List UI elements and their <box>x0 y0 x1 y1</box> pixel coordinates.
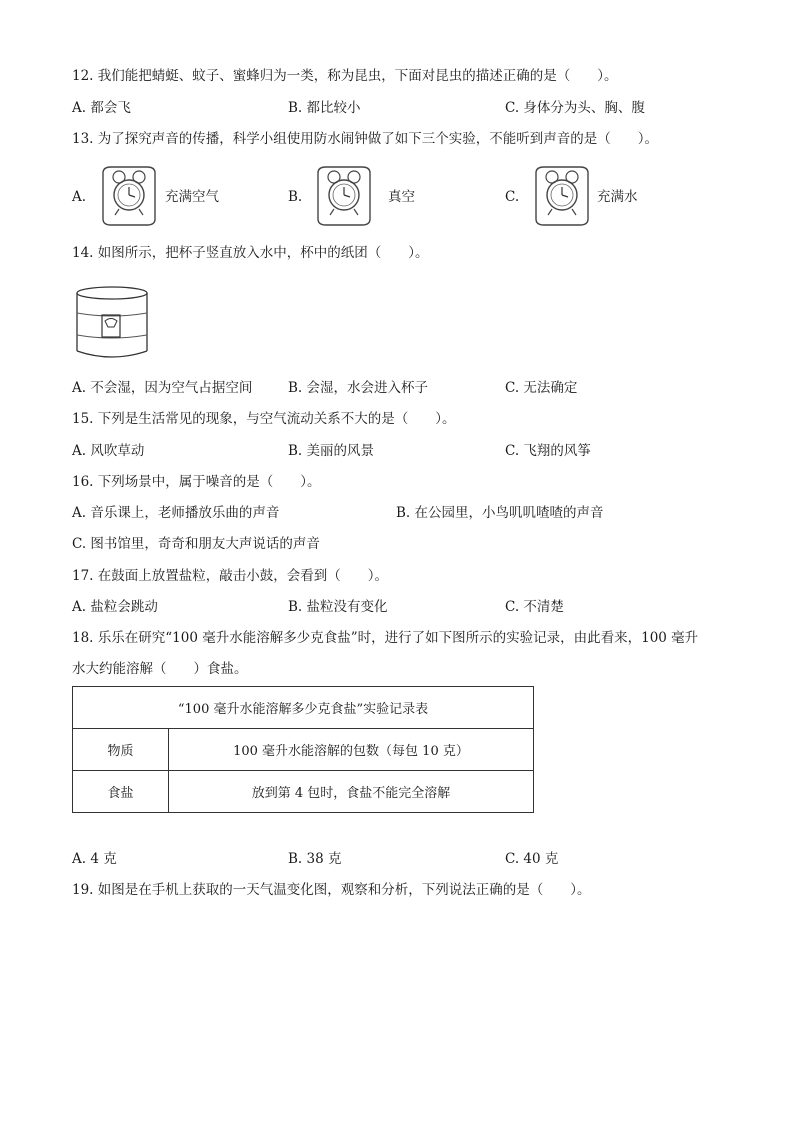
question-18-option-b: B. 38 克 <box>288 851 342 867</box>
question-17-stem: 17. 在鼓面上放置盐粒，敲击小鼓，会看到（ ）。 <box>72 568 389 584</box>
question-13-stem: 13. 为了探究声音的传播，科学小组使用防水闹钟做了如下三个实验，不能听到声音的是（ ）。 <box>72 131 659 147</box>
table-row <box>73 771 534 813</box>
question-15-option-c: C. 飞翔的风筝 <box>505 443 591 459</box>
question-12-stem: 12. 我们能把蜻蜓、蚊子、蜜蜂归为一类，称为昆虫，下面对昆虫的描述正确的是（ ）。 <box>72 68 618 84</box>
question-15-option-b: B. 美丽的风景 <box>288 443 375 459</box>
table-title: “100 毫升水能溶解多少克食盐”实验记录表 <box>73 687 534 729</box>
question-16-option-c: C. 图书馆里，奇奇和朋友大声说话的声音 <box>72 536 320 552</box>
table-cell-substance: 食盐 <box>73 771 169 813</box>
question-12-option-c: C. 身体分为头、胸、腹 <box>505 100 645 116</box>
table-header-row <box>73 729 534 771</box>
question-13-option-c-label: 充满水 <box>597 189 638 205</box>
question-14-option-c: C. 无法确定 <box>505 380 578 396</box>
question-17-option-a: A. 盐粒会跳动 <box>72 599 158 615</box>
question-18-option-a: A. 4 克 <box>72 851 117 867</box>
alarm-clock-jar-air-icon <box>97 163 161 227</box>
question-17-option-c: C. 不清楚 <box>505 599 564 615</box>
alarm-clock-jar-vacuum-icon <box>312 163 376 227</box>
question-14-option-a: A. 不会湿，因为空气占据空间 <box>72 380 253 396</box>
experiment-record-table <box>72 686 534 813</box>
question-12-option-b: B. 都比较小 <box>288 100 361 116</box>
table-header-packets: 100 毫升水能溶解的包数（每包 10 克） <box>169 729 534 771</box>
question-14-option-b: B. 会湿，水会进入杯子 <box>288 380 429 396</box>
question-13-option-a-label: 充满空气 <box>165 189 219 205</box>
question-13-option-a-letter: A. <box>72 189 87 205</box>
question-13-option-c-letter: C. <box>505 189 520 205</box>
question-16-option-a: A. 音乐课上，老师播放乐曲的声音 <box>72 505 280 521</box>
question-17-option-b: B. 盐粒没有变化 <box>288 599 388 615</box>
question-13-option-b-letter: B. <box>288 189 303 205</box>
question-14-stem: 14. 如图所示，把杯子竖直放入水中，杯中的纸团（ ）。 <box>72 245 429 261</box>
table-header-substance: 物质 <box>73 729 169 771</box>
question-18-stem-line-2: 水大约能溶解（ ）食盐。 <box>72 661 248 677</box>
alarm-clock-jar-water-icon <box>530 163 594 227</box>
question-15-stem: 15. 下列是生活常见的现象，与空气流动关系不大的是（ ）。 <box>72 411 456 427</box>
cup-in-water-figure <box>74 283 152 361</box>
question-15-option-a: A. 风吹草动 <box>72 443 145 459</box>
question-19-stem: 19. 如图是在手机上获取的一天气温变化图，观察和分析，下列说法正确的是（ ）。 <box>72 882 591 898</box>
question-18-option-c: C. 40 克 <box>505 851 559 867</box>
question-16-stem: 16. 下列场景中，属于噪音的是（ ）。 <box>72 474 321 490</box>
question-12-option-a: A. 都会飞 <box>72 100 131 116</box>
question-18-stem-line-1: 18. 乐乐在研究“100 毫升水能溶解多少克食盐”时，进行了如下图所示的实验记录，由此看来，100 毫升 <box>72 630 699 646</box>
question-13-option-b-label: 真空 <box>388 189 415 205</box>
question-16-option-b: B. 在公园里，小鸟叽叽喳喳的声音 <box>396 505 604 521</box>
table-cell-result: 放到第 4 包时，食盐不能完全溶解 <box>169 771 534 813</box>
